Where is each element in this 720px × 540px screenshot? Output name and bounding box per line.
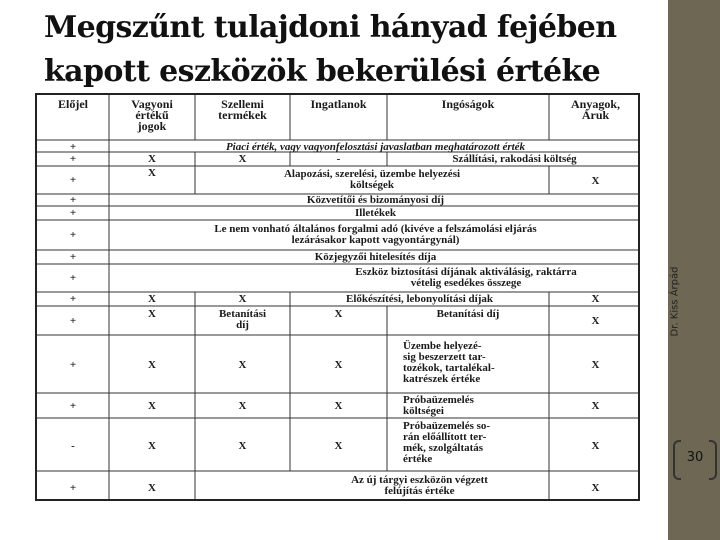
author-text: Dr. Kiss Árpád [669,266,681,337]
row-12-real-estate: X [334,400,343,412]
row-9-property-rights: X [148,293,156,305]
header-intellectual-property: Szellemi termékek [218,97,267,122]
row-13-movables: Próbaüzemelés so- rán előállított ter- mék, szolgáltatás értéke [403,420,491,465]
row-11-real-estate: X [334,359,343,371]
row-8-sign: + [69,272,77,284]
header-real-estate: Ingatlanok [310,97,367,111]
row-8-text: Eszköz biztosítási díjának aktiválásig, raktárra vételig esedékes összege [355,266,577,289]
row-1-sign: + [69,141,77,153]
row-6-text: Le nem vonható általános forgalmi adó (kivéve a felszámolási eljárás lezárásakor kapott vagyontárgynál) [214,223,537,246]
row-13-real-estate: X [334,440,343,452]
row-9-materials: X [591,293,600,305]
row-3-materials: X [591,175,600,187]
row-10-real-estate: X [334,308,343,320]
slide-title [44,6,664,94]
row-13-intellectual: X [238,440,247,452]
row-14-text: Az új tárgyi eszközön végzett felújítás értéke [351,474,488,497]
row-1-text: Piaci érték, vagy vagyonfelosztási javaslatban meghatározott érték [225,141,526,153]
row-2-real-estate: - [336,153,341,165]
row-3-property-rights: X [148,167,156,179]
row-11-property-rights: X [148,359,156,371]
row-10-materials: X [591,315,600,327]
row-4-sign: + [69,194,77,206]
header-movables: Ingóságok [441,97,495,111]
row-9-intellectual: X [238,293,247,305]
row-12-movables: Próbaüzemelés költségei [403,394,474,417]
row-13-sign: - [71,440,75,452]
row-10-movables: Betanítási díj [436,308,500,320]
header-materials: Anyagok, Áruk [570,97,620,122]
row-3-text: Alapozási, szerelési, üzembe helyezési költségek [283,168,461,191]
row-14-sign: + [69,482,77,494]
page-number-box [673,440,717,476]
row-2-intellectual: X [238,153,247,165]
row-10-property-rights: X [148,308,156,320]
row-14-materials: X [591,482,600,494]
header-sign: Előjel [58,97,88,111]
row-5-sign: + [69,207,77,219]
author-label [666,260,684,350]
row-7-sign: + [69,251,77,263]
row-11-materials: X [591,359,600,371]
slide-title-line-1: Megszűnt tulajdoni hányad fejében [44,10,617,45]
row-11-movables: Üzembe helyezé- sig beszerzett tar- tozékok, tartalékal- katrészek értéke [403,340,495,385]
row-11-intellectual: X [238,359,247,371]
row-13-materials: X [591,440,600,452]
row-5-text: Illetékek [355,207,396,219]
row-6-sign: + [69,229,77,241]
row-9-sign: + [69,293,77,305]
row-12-sign: + [69,400,77,412]
slide-title-line-2: kapott eszközök bekerülési értéke [44,54,601,89]
row-4-text: Közvetítői és bizományosi díj [306,194,445,206]
row-12-intellectual: X [238,400,247,412]
row-2-sign: + [69,153,77,165]
page-number: 30 [686,450,704,465]
row-11-sign: + [69,359,77,371]
header-property-rights: Vagyoni értékű jogok [131,97,173,133]
row-2-property-rights: X [148,153,156,165]
row-9-text: Előkészítési, lebonyolítási díjak [346,293,493,305]
row-14-property-rights: X [148,482,156,494]
row-2-text: Szállítási, rakodási költség [452,153,577,165]
row-10-sign: + [69,315,77,327]
row-13-property-rights: X [148,440,156,452]
row-3-sign: + [69,174,77,186]
cost-table [35,93,640,501]
row-12-property-rights: X [148,400,156,412]
row-12-materials: X [591,400,600,412]
row-10-intellectual: Betanítási díj [218,308,267,331]
row-7-text: Közjegyzői hitelesítés díja [314,251,437,263]
